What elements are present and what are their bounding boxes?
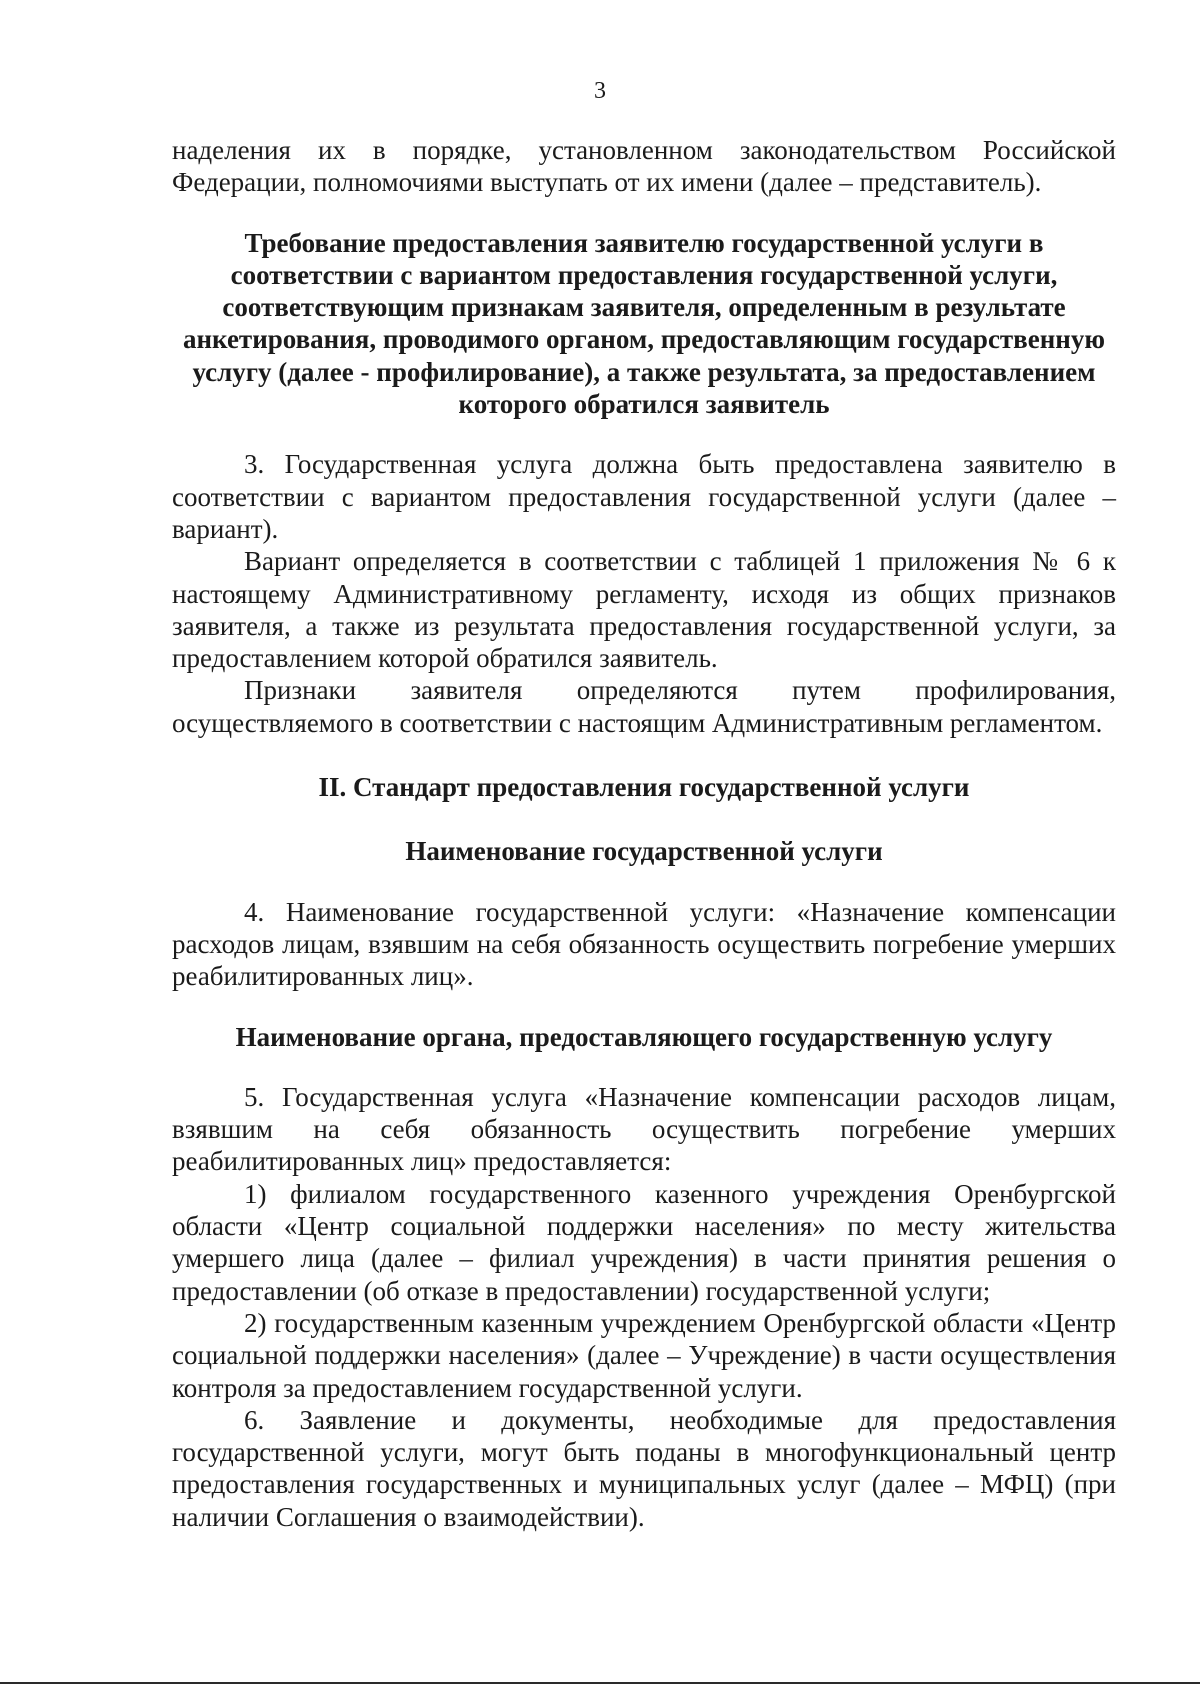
page-number: 3 (594, 78, 606, 104)
document-body (172, 134, 1116, 1533)
section-2-title: II. Стандарт предоставления государственной услуги (318, 772, 970, 803)
spacer (172, 199, 1116, 227)
paragraph-5-item-2: 2) государственным казенным учреждением Оренбургской области «Центр социальной поддержки населения» (далее – Учреждение) в части осуществления контроля за предоставлением государственной услуги. (172, 1307, 1116, 1403)
spacer (172, 420, 1116, 448)
intro-paragraph: наделения их в порядке, установленном законодательством Российской Федерации, полномочиями выступать от их имени (далее – представитель). (172, 135, 1116, 198)
spacer (172, 868, 1116, 896)
paragraph-6: 6. Заявление и документы, необходимые для предоставления государственной услуги, могут быть поданы в многофункциональный центр предоставления государственных и муниципальных услуг (далее – МФЦ) (при наличии Соглашения о взаимодействии). (172, 1404, 1116, 1532)
paragraph-5: 5. Государственная услуга «Назначение компенсации расходов лицам, взявшим на себя обязанность осуществить погребение умерших реабилитированных лиц» предоставляется: (172, 1081, 1116, 1177)
paragraph-3-signs: Признаки заявителя определяются путем профилирования, осуществляемого в соответствии с настоящим Административным регламентом. (172, 675, 1116, 738)
heading-service-organ: Наименование органа, предоставляющего государственную услугу (235, 1021, 1053, 1052)
paragraph-4: 4. Наименование государственной услуги: «Назначение компенсации расходов лицам, взявшим на себя обязанность осуществить погребение умерших реабилитированных лиц». (172, 896, 1116, 992)
spacer (172, 739, 1116, 771)
spacer (172, 1053, 1116, 1081)
spacer (172, 993, 1116, 1021)
heading-variant-requirement: Требование предоставления заявителю государственной услуги в соответствии с вариантом предоставления государственной услуги, соответствующим признакам заявителя, определенным в результате анкетирования, проводимого органом, предоставляющим государственную услугу (далее - профилирование), а также результата, за предоставлением которого обратился заявитель (183, 227, 1105, 420)
paragraph-5-item-1: 1) филиалом государственного казенного учреждения Оренбургской области «Центр социальной поддержки населения» по месту жительства умершего лица (далее – филиал учреждения) в части принятия решения о предоставлении (об отказе в предоставлении) государственной услуги; (172, 1178, 1116, 1306)
paragraph-3: 3. Государственная услуга должна быть предоставлена заявителю в соответствии с вариантом предоставления государственной услуги (далее – вариант). (172, 449, 1116, 544)
heading-service-name: Наименование государственной услуги (405, 836, 883, 867)
paragraph-3-variant: Вариант определяется в соответствии с таблицей 1 приложения № 6 к настоящему Административному регламенту, исходя из общих признаков заявителя, а также из результата предоставления государственной услуги, за предоставлением которой обратился заявитель. (172, 546, 1116, 674)
scan-edge-line (0, 1682, 1200, 1684)
spacer (172, 803, 1116, 835)
